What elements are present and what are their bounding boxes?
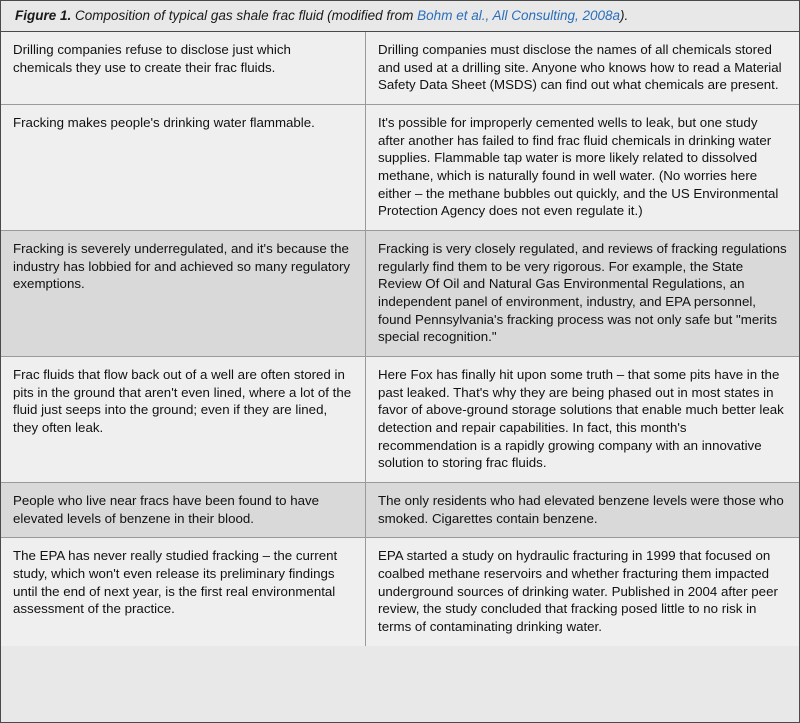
claim-cell [1, 482, 366, 537]
figure-caption [1, 1, 799, 32]
table-row [1, 32, 799, 105]
response-cell [366, 356, 800, 482]
response-text: The only residents who had elevated benzene levels were those who smoked. Cigarettes contain benzene. [378, 492, 784, 526]
claim-text: People who live near fracs have been found to have elevated levels of benzene in their blood. [13, 492, 320, 526]
response-text: EPA started a study on hydraulic fracturing in 1999 that focused on coalbed methane reservoirs and whether fracturing them impacted underground sources of drinking water. Published in 2004 after peer review, the study concluded that fracking posed little to no risk in terms of contaminating drinking water. [378, 548, 778, 635]
figure-caption-text: Composition of typical gas shale frac fluid (modified from [71, 8, 418, 23]
table-row [1, 356, 799, 482]
claim-text: Frac fluids that flow back out of a well are often stored in pits in the ground that aren't even lined, where a lot of the fluid just seeps into the ground; even if they are lined, they often leak. [13, 366, 352, 435]
response-text: Fracking is very closely regulated, and reviews of fracking regulations regularly find them to be very rigorous. For example, the State Review Of Oil and Natural Gas Environmental Regulations, an independent panel of environment, industry, and EPA personnel, found Pennsylvania's fracking process was not only safe but "merits special recognition." [378, 240, 787, 345]
table-row [1, 104, 799, 230]
claim-cell [1, 104, 366, 230]
claims-responses-table [1, 32, 799, 646]
claim-cell [1, 230, 366, 356]
response-cell [366, 104, 800, 230]
response-cell [366, 32, 800, 105]
claim-cell [1, 538, 366, 646]
table-row [1, 230, 799, 356]
figure-citation-link[interactable]: Bohm et al., All Consulting, 2008a [417, 8, 621, 23]
response-text: Drilling companies must disclose the names of all chemicals stored and used at a drilling site. Anyone who knows how to read a Material Safety Data Sheet (MSDS) can find out what chemicals are present. [378, 41, 782, 93]
figure-number: Figure 1. [15, 8, 72, 23]
figure-caption-suffix: ). [620, 8, 629, 23]
response-cell [366, 538, 800, 646]
response-text: Here Fox has finally hit upon some truth – that some pits have in the past leaked. That's why they are being phased out in most states in favor of above-ground storage solutions that enable much better leak detection and repair capabilities. In fact, this month's recommendation is a rapidly growing company with an innovative solution to storing frac fluids. [378, 366, 784, 471]
claim-cell [1, 356, 366, 482]
response-cell [366, 482, 800, 537]
claim-text: Fracking makes people's drinking water flammable. [13, 114, 315, 130]
claim-text: Fracking is severely underregulated, and it's because the industry has lobbied for and achieved so many regulatory exemptions. [13, 240, 351, 292]
table-row [1, 482, 799, 537]
response-text: It's possible for improperly cemented wells to leak, but one study after another has failed to find frac fluid chemicals in drinking water supplies. Flammable tap water is more likely related to dissolved methane, which is naturally found in well water. (No worries here either – the methane bubbles out quickly, and the US Environmental Protection Agency does not even regulate it.) [378, 114, 779, 219]
table-row [1, 538, 799, 646]
claim-text: Drilling companies refuse to disclose just which chemicals they use to create their frac fluids. [13, 41, 291, 75]
claim-text: The EPA has never really studied fracking – the current study, which won't even release its preliminary findings until the end of next year, is the first real environmental assessment of the practice. [13, 548, 338, 617]
claim-cell [1, 32, 366, 105]
response-cell [366, 230, 800, 356]
